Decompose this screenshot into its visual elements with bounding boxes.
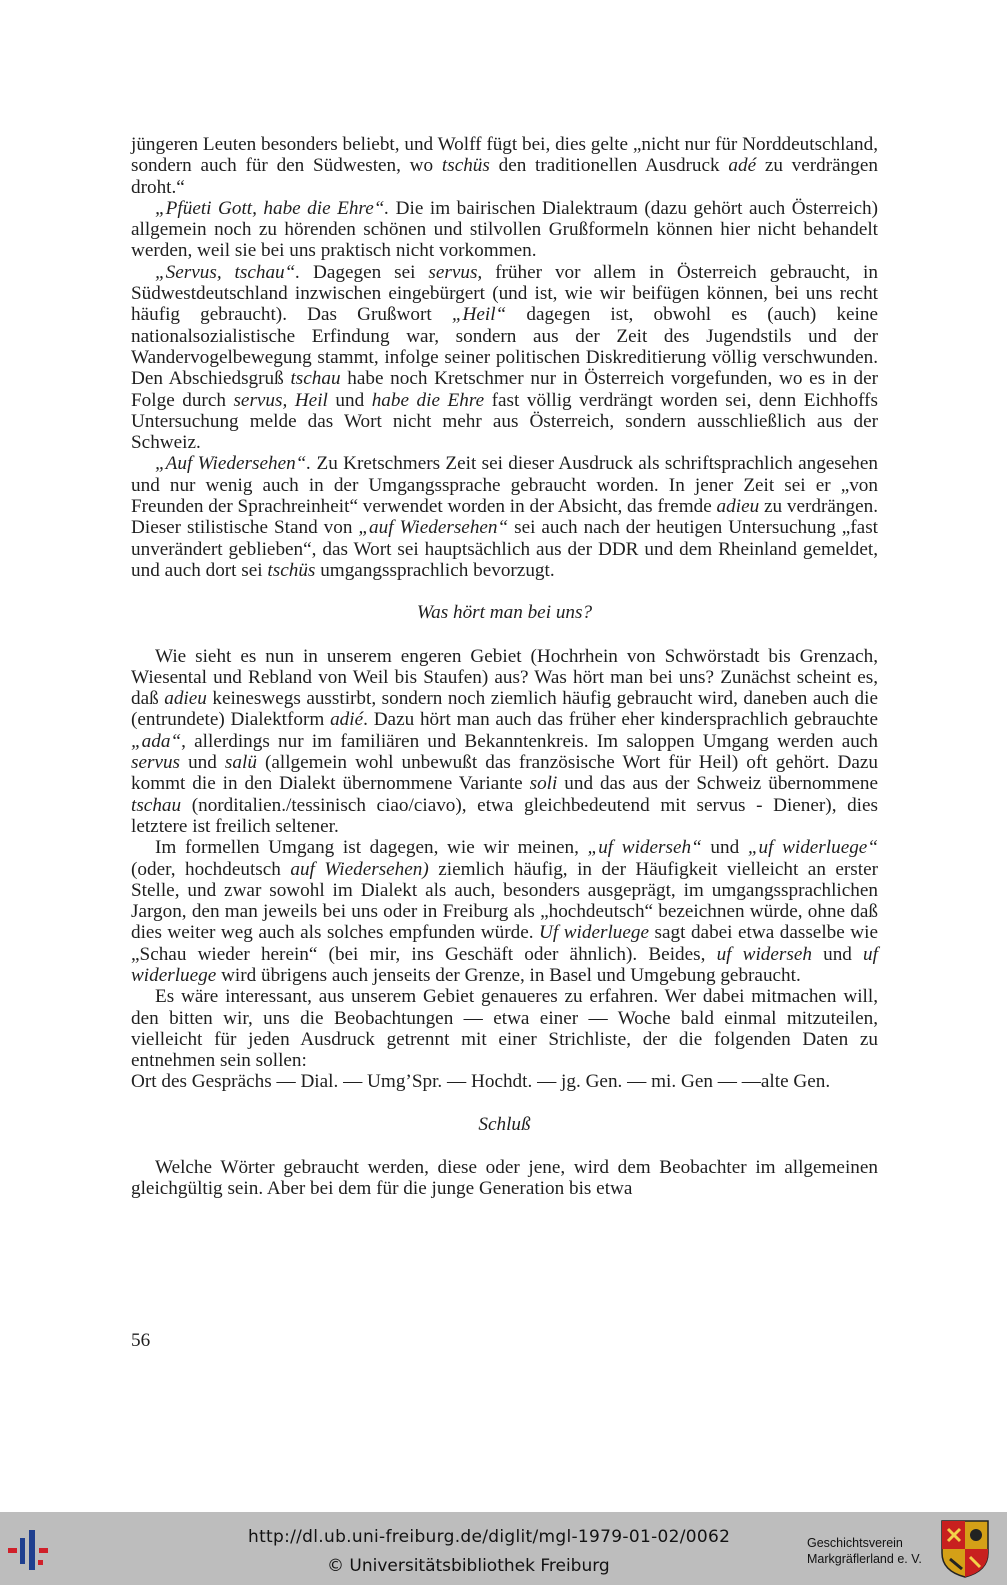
paragraph: Welche Wörter gebraucht werden, diese oder jene, wird dem Beobachter im allgemeinen gleichgültig sein. Aber bei dem für die junge Generation bis etwa xyxy=(131,1157,878,1200)
society-name-line1: Geschichtsverein xyxy=(807,1536,903,1550)
section-heading: Was hört man bei uns? xyxy=(416,602,593,624)
text-column xyxy=(131,134,878,1200)
paragraph: jüngeren Leuten besonders beliebt, und Wolff fügt bei, dies gelte „nicht nur für Norddeutschland, sondern auch für den Südwesten, wo tschüs den traditionellen Ausdruck adé zu verdrängen droht.“ xyxy=(131,134,878,198)
paragraph: Wie sieht es nun in unserem engeren Gebiet (Hochrhein von Schwörstadt bis Grenzach, Wiesental und Rebland von Weil bis Staufen) aus? Was hört man bei uns? Zunächst scheint es, daß adieu keineswegs ausstirbt, sondern noch ziemlich häufig gebraucht wird, daneben auch die (entrundete) Dialektform adié. Dazu hört man auch das früher eher kindersprachlich gebrauchte „ada“, allerdings nur im familiären und Bekanntenkreis. Im saloppen Umgang werden auch servus und salü (allgemein wohl unbewußt das französische Wort für Heil) oft gehört. Dazu kommt die in den Dialekt übernommene Variante soli und das aus der Schweiz übernommene tschau (norditalien./tessinisch ciao/ciavo), etwa gleichbedeutend mit servus - Diener), dies letztere ist freilich seltener. xyxy=(131,645,879,837)
paragraph: Im formellen Umgang ist dagegen, wie wir meinen, „uf widerseh“ und „uf widerluege“ (oder, hochdeutsch auf Wiedersehen) ziemlich häufig, in der Häufigkeit vielleicht an erster Stelle, und zwar sowohl im Dialekt als auch, besonders ausgeprägt, im umgangssprachlichen Jargon, den man jeweils bei uns oder in Freiburg als „hochdeutsch“ bezeichnen würde, ohne daß dies weiter weg auch als solches empfunden würde. Uf widerluege sagt dabei etwa dasselbe wie „Schau wieder herein“ (bei mir, ins Geschäft oder ähnlich). Beides, uf widerseh und uf widerluege wird übrigens auch jenseits der Grenze, in Basel und Umgebung gebraucht. xyxy=(131,837,878,986)
footer-bar xyxy=(0,1512,1007,1585)
copyright-notice: © Universitätsbibliothek Freiburg xyxy=(327,1556,610,1576)
paragraph: Es wäre interessant, aus unserem Gebiet genaueres zu erfahren. Wer dabei mitmachen will, den bitten wir, uns die Beobachtungen — etwa einer — Woche bald einmal mitzuteilen, vielleicht für jeden Ausdruck getrennt mit einer Strichliste, der die folgenden Daten zu entnehmen sein sollen: xyxy=(131,986,878,1072)
paragraph: „Auf Wiedersehen“. Zu Kretschmers Zeit sei dieser Ausdruck als schriftsprachlich angesehen und nur wenig auch in der Umgangssprache gebraucht worden. In jener Zeit sei er „von Freunden der Sprachreinheit“ verwendet worden in der Absicht, das fremde adieu zu verdrängen. Dieser stilistische Stand von „auf Wiedersehen“ sei auch nach der heutigen Untersuchung „fast unverändert geblieben“, das Wort sei hauptsächlich aus der DDR und dem Rheinland gemeldet, und auch dort sei tschüs umgangssprachlich bevorzugt. xyxy=(131,453,878,581)
society-name-line2: Markgräflerland e. V. xyxy=(807,1552,922,1566)
permalink-url[interactable]: http://dl.ub.uni-freiburg.de/diglit/mgl-1979-01-02/0062 xyxy=(248,1527,731,1547)
paragraph: „Pfüeti Gott, habe die Ehre“. Die im bairischen Dialektraum (dazu gehört auch Österreich) allgemein noch zu hörenden schönen und stilvollen Grußformeln können hier nicht behandelt werden, weil sie bei uns praktisch nicht vorkommen. xyxy=(131,197,878,262)
paragraph: Ort des Gesprächs — Dial. — Umg’Spr. — Hochdt. — jg. Gen. — mi. Gen — —alte Gen. xyxy=(131,1071,831,1093)
ub-freiburg-logo-icon[interactable] xyxy=(8,1524,64,1574)
section-heading: Schluß xyxy=(478,1113,531,1135)
society-name xyxy=(807,1535,922,1567)
page-number: 56 xyxy=(131,1330,151,1351)
society-crest-icon[interactable] xyxy=(940,1519,990,1579)
paragraph: „Servus, tschau“. Dagegen sei servus, früher vor allem in Österreich gebraucht, in Südwestdeutschland inzwischen eingebürgert (und ist, wie wir beifügen können, bei uns recht häufig gebraucht). Das Grußwort „Heil“ dagegen ist, obwohl es (auch) keine nationalsozialistische Erfindung war, sondern aus der Zeit des Jugendstils und der Wandervogelbewegung stammt, infolge seiner politischen Diskreditierung völlig verschwunden. Den Abschiedsgruß tschau habe noch Kretschmer nur in Österreich vorgefunden, wo es in der Folge durch servus, Heil und habe die Ehre fast völlig verdrängt worden sei, denn Eichhoffs Untersuchung melde das Wort nicht mehr aus Österreich, sondern ausschließlich aus der Schweiz. xyxy=(131,261,879,454)
